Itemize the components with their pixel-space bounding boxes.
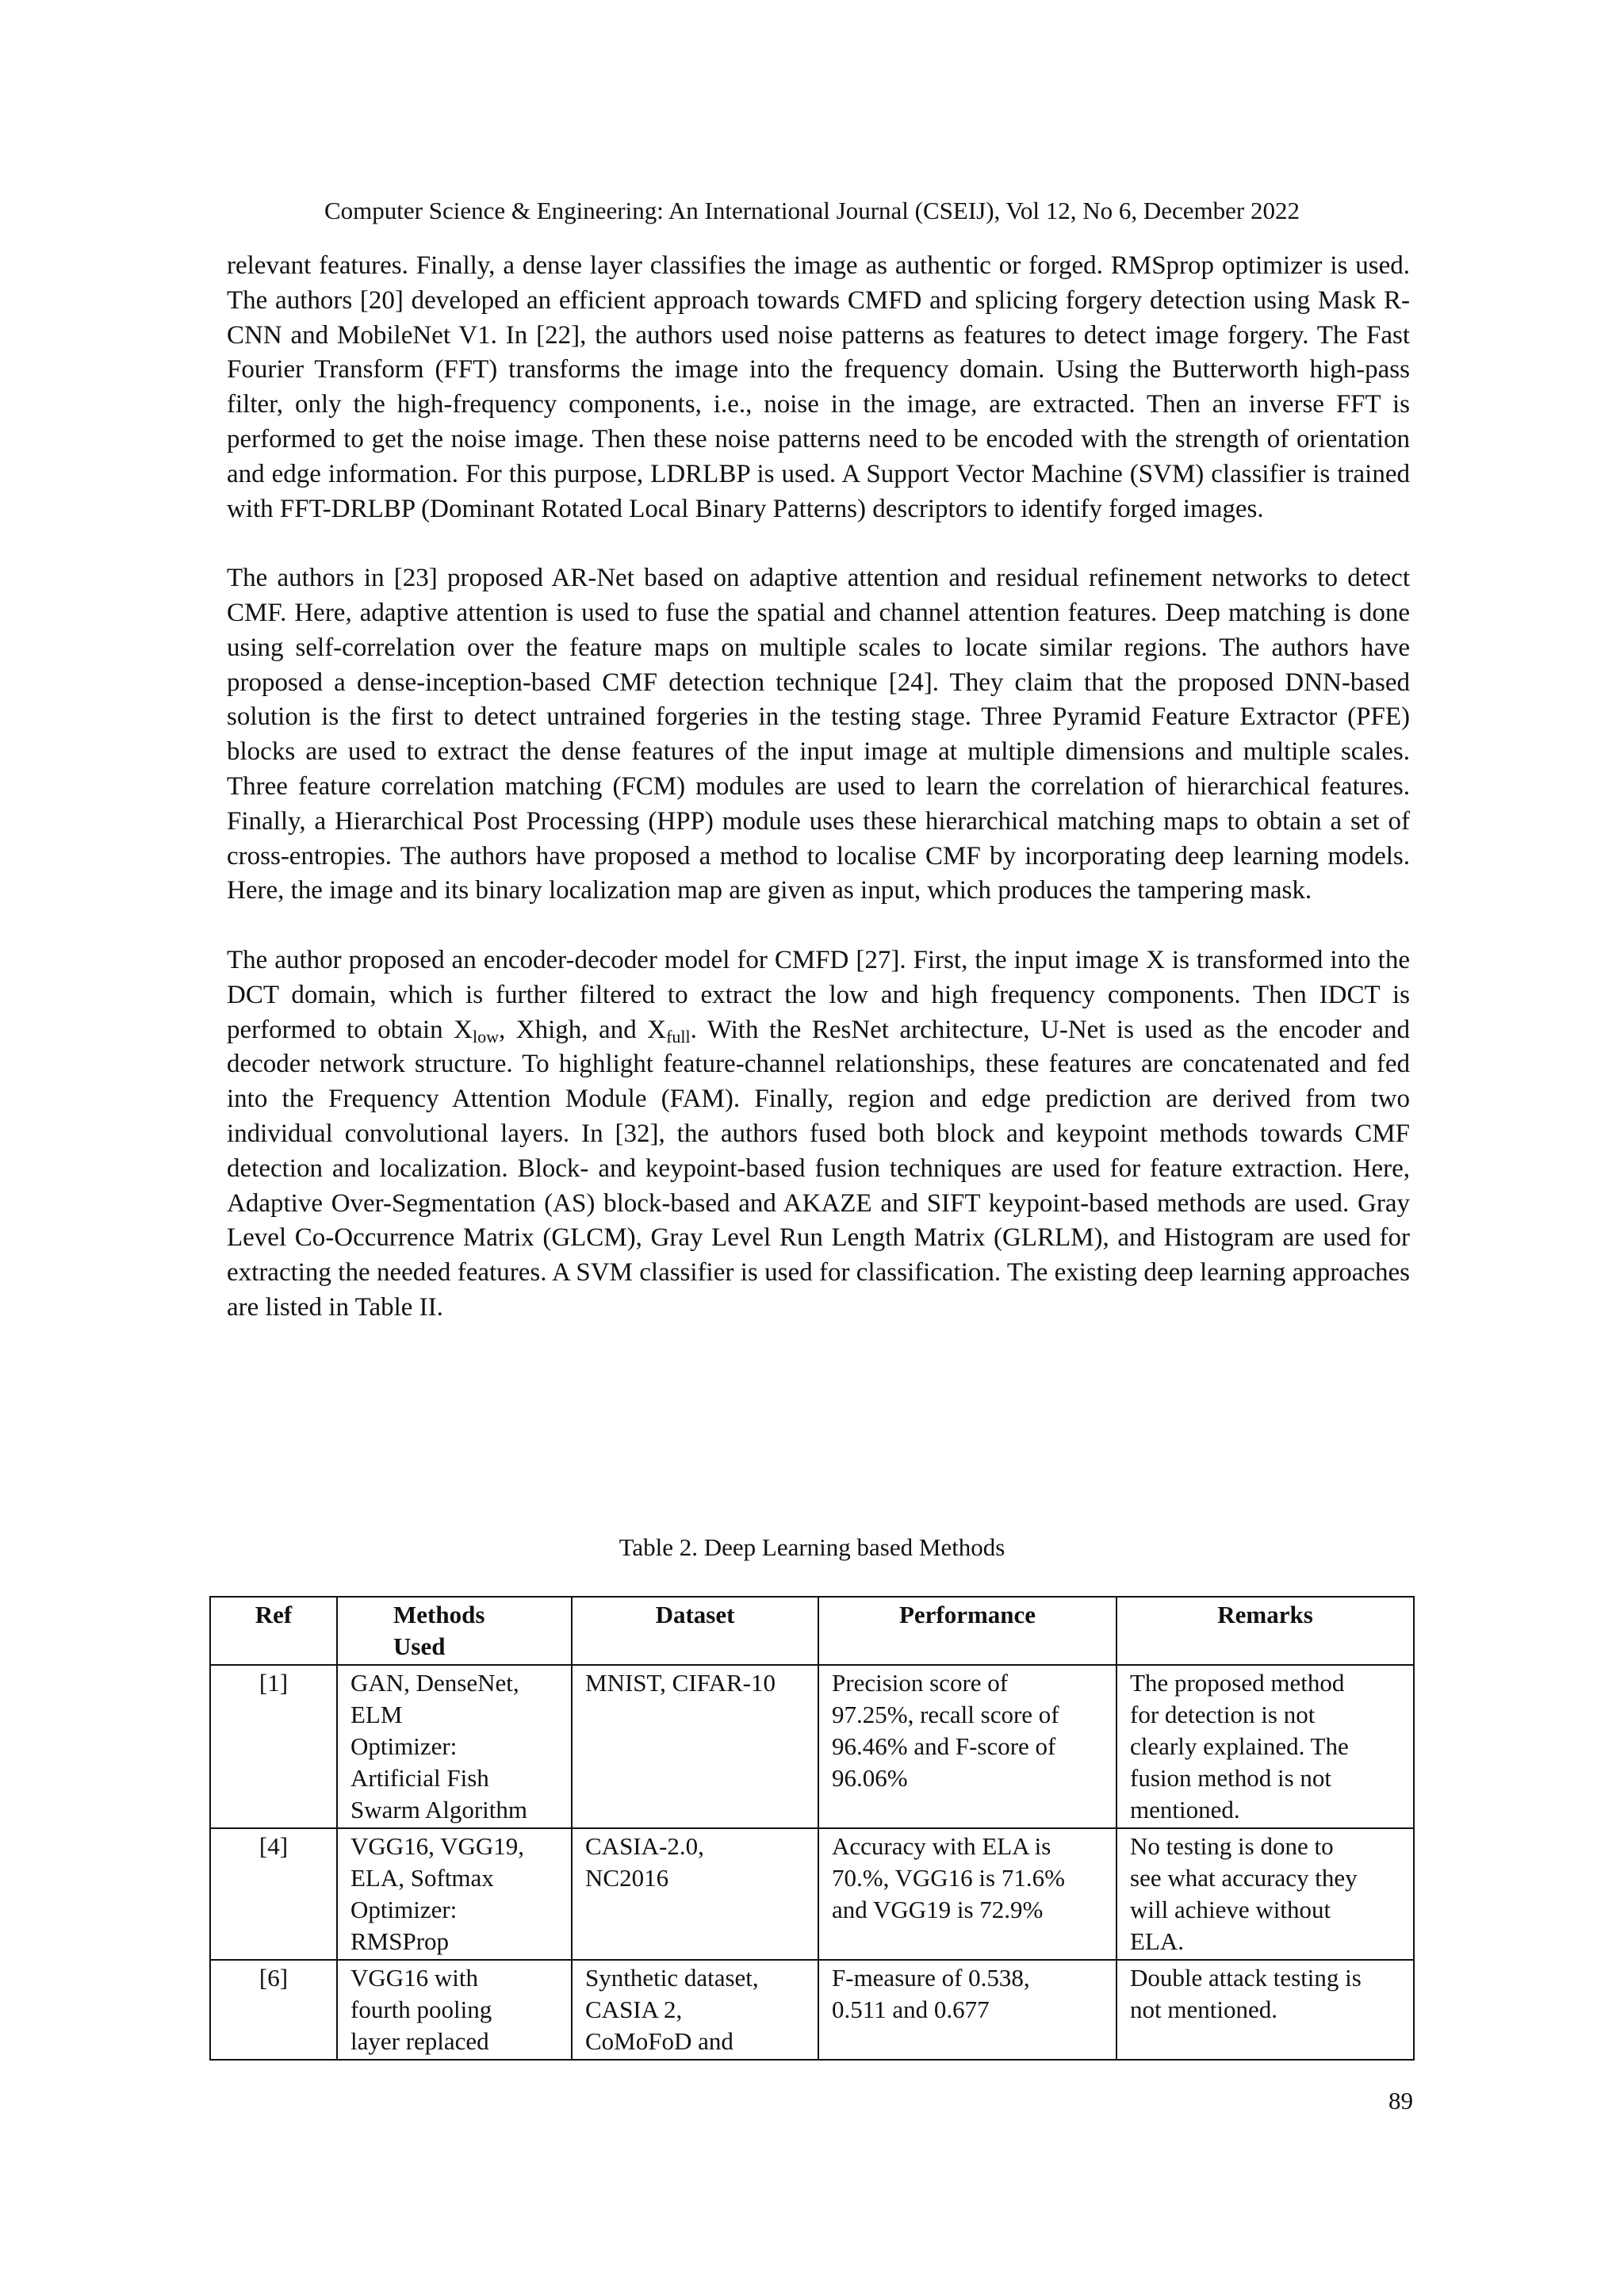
paragraph-1: relevant features. Finally, a dense layer classifies the image as authentic or forged. RMSprop optimizer is used. The authors [20] developed an efficient approach towards CMFD and splicing forgery detection using Mask R-CNN and MobileNet V1. In [22], the authors used noise patterns as features to detect image forgery. The Fast Fourier Transform (FFT) transforms the image into the frequency domain. Using the Butterworth high-pass filter, only the high-frequency components, i.e., noise in the image, are extracted. Then an inverse FFT is performed to get the noise image. Then these noise patterns need to be encoded with the strength of orientation and edge information. For this purpose, LDRLBP is used. A Support Vector Machine (SVM) classifier is trained with FFT-DRLBP (Dominant Rotated Local Binary Patterns) descriptors to identify forged images. <box>227 251 1410 523</box>
cell-ref: [4] <box>210 1828 337 1960</box>
cell-line: ELA, Softmax <box>350 1864 494 1892</box>
cell-line: will achieve without <box>1130 1896 1331 1923</box>
paragraph-3-part-2: , Xhigh, and X <box>499 1015 667 1044</box>
cell-line: 96.46% and F-score of <box>832 1732 1056 1760</box>
cell-line: layer replaced <box>350 2027 489 2055</box>
cell-line: VGG16, VGG19, <box>350 1832 525 1860</box>
header-methods-line-1: Methods <box>393 1601 485 1628</box>
cell-line: see what accuracy they <box>1130 1864 1358 1892</box>
page-number: 89 <box>1388 2087 1413 2114</box>
cell-performance <box>818 1960 1116 2060</box>
cell-line: CASIA-2.0, <box>585 1832 704 1860</box>
cell-line: Optimizer: <box>350 1896 458 1923</box>
header-performance: Performance <box>818 1597 1116 1665</box>
cell-line: Precision score of <box>832 1669 1009 1697</box>
cell-line: GAN, DenseNet, <box>350 1669 519 1697</box>
table-row <box>210 1960 1414 2060</box>
cell-line: fourth pooling <box>350 1996 492 2023</box>
cell-line: 0.511 and 0.677 <box>832 1996 990 2023</box>
header-ref: Ref <box>210 1597 337 1665</box>
paragraph-3-part-3: . With the ResNet architecture, U-Net is used as the encoder and decoder network structure. To highlight feature-channel relationships, these features are concatenated and fed into the Frequency Attention Module (FAM). Finally, region and edge prediction are derived from two individual convolutional layers. In [32], the authors fused both block and keypoint methods towards CMF detection and localization. Block- and keypoint-based fusion techniques are used for feature extraction. Here, Adaptive Over-Segmentation (AS) block-based and AKAZE and SIFT keypoint-based methods are used. Gray Level Co-Occurrence Matrix (GLCM), Gray Level Run Length Matrix (GLRLM), and Histogram are used for extracting the needed features. A SVM classifier is used for classification. The existing deep learning approaches are listed in Table II. <box>227 1015 1410 1322</box>
cell-remarks <box>1116 1828 1414 1960</box>
cell-line: No testing is done to <box>1130 1832 1334 1860</box>
cell-line: mentioned. <box>1130 1796 1240 1823</box>
cell-line: F-measure of 0.538, <box>832 1964 1030 1992</box>
cell-line: NC2016 <box>585 1864 669 1892</box>
cell-line: fusion method is not <box>1130 1764 1332 1792</box>
paragraph-2: The authors in [23] proposed AR-Net based on adaptive attention and residual refinement networks to detect CMF. Here, adaptive attention is used to fuse the spatial and channel attention features. Deep matching is done using self-correlation over the feature maps on multiple scales to locate similar regions. The authors have proposed a dense-inception-based CMF detection technique [24]. They claim that the proposed DNN-based solution is the first to detect untrained forgeries in the testing stage. Three Pyramid Feature Extractor (PFE) blocks are used to extract the dense features of the input image at multiple dimensions and multiple scales. Three feature correlation matching (FCM) modules are used to learn the correlation of hierarchical features. Finally, a Hierarchical Post Processing (HPP) module uses these hierarchical matching maps to obtain a set of cross-entropies. The authors have proposed a method to localise CMF by incorporating deep learning models. Here, the image and its binary localization map are given as input, which produces the tampering mask. <box>227 564 1410 905</box>
cell-line: for detection is not <box>1130 1701 1316 1728</box>
cell-dataset <box>572 1665 818 1828</box>
table-header-row <box>210 1597 1414 1665</box>
cell-line: clearly explained. The <box>1130 1732 1349 1760</box>
body-text <box>227 249 1410 1360</box>
cell-dataset <box>572 1828 818 1960</box>
subscript-full: full <box>666 1026 691 1047</box>
cell-line: RMSProp <box>350 1927 450 1955</box>
cell-line: Artificial Fish <box>350 1764 489 1792</box>
cell-performance <box>818 1828 1116 1960</box>
header-dataset: Dataset <box>572 1597 818 1665</box>
table-caption: Table 2. Deep Learning based Methods <box>619 1533 1005 1561</box>
cell-line: Synthetic dataset, <box>585 1964 759 1992</box>
cell-methods <box>337 1960 572 2060</box>
cell-line: MNIST, CIFAR-10 <box>585 1669 776 1697</box>
running-header: Computer Science & Engineering: An International Journal (CSEIJ), Vol 12, No 6, December 2022 <box>324 197 1300 224</box>
cell-line: 97.25%, recall score of <box>832 1701 1059 1728</box>
header-methods <box>337 1597 572 1665</box>
cell-line: Swarm Algorithm <box>350 1796 528 1823</box>
cell-methods <box>337 1665 572 1828</box>
header-remarks: Remarks <box>1116 1597 1414 1665</box>
cell-line: CoMoFoD and <box>585 2027 733 2055</box>
cell-line: Double attack testing is <box>1130 1964 1362 1992</box>
cell-remarks <box>1116 1960 1414 2060</box>
cell-line: The proposed method <box>1130 1669 1345 1697</box>
paragraph-3-part-1: The author proposed an encoder-decoder model for CMFD [27]. First, the input image X is transformed into the DCT domain, which is further filtered to extract the low and high frequency components. Then IDCT is performed to obtain X <box>227 945 1410 1044</box>
cell-line: Optimizer: <box>350 1732 458 1760</box>
cell-ref: [1] <box>210 1665 337 1828</box>
cell-line: not mentioned. <box>1130 1996 1277 2023</box>
cell-line: VGG16 with <box>350 1964 479 1992</box>
cell-methods <box>337 1828 572 1960</box>
cell-remarks <box>1116 1665 1414 1828</box>
cell-line: ELA. <box>1130 1927 1185 1955</box>
cell-line: and VGG19 is 72.9% <box>832 1896 1044 1923</box>
table-body <box>210 1665 1414 2060</box>
paragraph-3 <box>227 943 1410 1326</box>
table-row <box>210 1665 1414 1828</box>
cell-ref: [6] <box>210 1960 337 2060</box>
cell-line: ELM <box>350 1701 403 1728</box>
cell-line: 96.06% <box>832 1764 908 1792</box>
cell-line: Accuracy with ELA is <box>832 1832 1051 1860</box>
cell-dataset <box>572 1960 818 2060</box>
deep-learning-methods-table <box>209 1596 1415 2061</box>
cell-performance <box>818 1665 1116 1828</box>
header-methods-line-2: Used <box>393 1632 446 1660</box>
cell-line: CASIA 2, <box>585 1996 683 2023</box>
table-row <box>210 1828 1414 1960</box>
cell-line: 70.%, VGG16 is 71.6% <box>832 1864 1065 1892</box>
subscript-low: low <box>473 1026 499 1047</box>
